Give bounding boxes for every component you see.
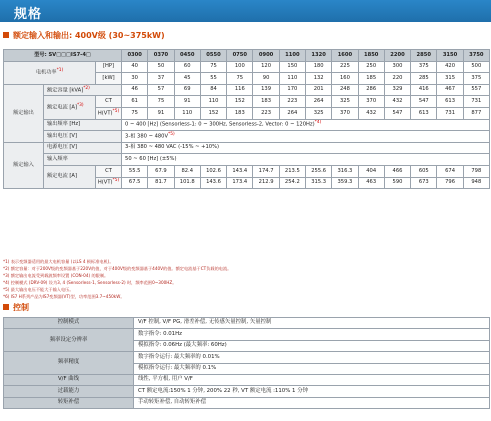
section-title-rating: 额定输入和输出: 400V级 (30~375kW) <box>3 30 165 41</box>
value-cell: 798 <box>463 165 489 177</box>
control-row <box>4 318 490 329</box>
vt-label: H(VT)$^{*5)}$ <box>96 177 122 189</box>
value-cell: 110 <box>279 73 305 85</box>
control-value: 手动转矩补偿, 自动转矩补偿 <box>134 397 490 408</box>
page-title: 规格 <box>14 7 43 22</box>
value-cell: 143.6 <box>200 177 226 189</box>
value-cell: 212.9 <box>253 177 279 189</box>
control-key: V/F 曲线 <box>4 374 134 385</box>
output-freq-value: 0 ~ 400 [Hz] (Sensorless-1: 0 ~ 300Hz, Sensorless-2, Vector: 0 ~ 120Hz)$^{*4)}$ <box>122 119 490 131</box>
value-cell: 201 <box>306 84 332 96</box>
value-cell: 300 <box>384 61 410 73</box>
value-cell: 37 <box>148 73 174 85</box>
value-cell: 613 <box>437 96 463 108</box>
model-cell: 2200 <box>384 50 410 62</box>
value-cell: 605 <box>411 165 437 177</box>
control-value: CT 额定电流:150% 1 分钟, 200% 22 秒, VT 额定电流 :110% 1 分钟 <box>134 386 490 397</box>
input-ct-row <box>4 165 490 177</box>
value-cell: 264 <box>279 107 305 119</box>
value-cell: 90 <box>253 73 279 85</box>
control-key: 转矩补偿 <box>4 397 134 408</box>
value-cell: 731 <box>437 107 463 119</box>
value-cell: 152 <box>227 96 253 108</box>
value-cell: 255.6 <box>306 165 332 177</box>
output-volt-label: 输出电压 [V] <box>44 131 122 143</box>
output-volt-value: 3-相 380 ~ $480V^{*5)}$ <box>122 131 490 143</box>
output-category: 额定输出 <box>4 84 44 142</box>
value-cell: 75 <box>148 96 174 108</box>
unit-cell: [HP] <box>96 61 122 73</box>
value-cell: 796 <box>437 177 463 189</box>
value-cell: 30 <box>122 73 148 85</box>
value-cell: 370 <box>332 107 358 119</box>
value-cell: 50 <box>148 61 174 73</box>
control-value: V/F 控制, V/F PG, 滑差补偿, 无传感矢量控制, 矢量控制 <box>134 318 490 329</box>
square-bullet-icon <box>3 32 9 38</box>
control-row <box>4 386 490 397</box>
value-cell: 467 <box>437 84 463 96</box>
output-ct-row <box>4 96 490 108</box>
value-cell: 100 <box>227 61 253 73</box>
model-cell: 0750 <box>227 50 253 62</box>
hp-row <box>4 61 490 73</box>
model-cell: 0300 <box>122 50 148 62</box>
input-freq-label: 输入频率 <box>44 154 122 166</box>
input-freq-value: 50 ~ 60 [Hz] (±5%) <box>122 154 490 166</box>
value-cell: 264 <box>306 96 332 108</box>
value-cell: 46 <box>122 84 148 96</box>
model-cell: 0450 <box>174 50 200 62</box>
value-cell: 110 <box>200 96 226 108</box>
control-value: 模拟指令运行: 最大频率的 0.1% <box>134 363 490 374</box>
footnote: *1) 表示变频器适用的最大电机容量 (以LS 4 极标准电机)。 <box>3 259 114 264</box>
value-cell: 213.5 <box>279 165 305 177</box>
model-cell: 0370 <box>148 50 174 62</box>
footnote: *5) 最大输出电压不能大于输入电压。 <box>3 287 74 292</box>
output-freq-row <box>4 119 490 131</box>
value-cell: 67.9 <box>148 165 174 177</box>
value-cell: 557 <box>463 84 489 96</box>
value-cell: 315.3 <box>306 177 332 189</box>
input-volt-row <box>4 142 490 154</box>
value-cell: 110 <box>174 107 200 119</box>
value-cell: 225 <box>332 61 358 73</box>
value-cell: 75 <box>122 107 148 119</box>
value-cell: 173.4 <box>227 177 253 189</box>
value-cell: 432 <box>358 107 384 119</box>
value-cell: 61 <box>122 96 148 108</box>
value-cell: 183 <box>227 107 253 119</box>
page-header <box>0 0 491 22</box>
value-cell: 420 <box>437 61 463 73</box>
control-key: 频率精度 <box>4 352 134 375</box>
value-cell: 75 <box>200 61 226 73</box>
value-cell: 160 <box>332 73 358 85</box>
model-cell: 1100 <box>279 50 305 62</box>
value-cell: 170 <box>279 84 305 96</box>
ct-label: CT <box>96 96 122 108</box>
value-cell: 254.2 <box>279 177 305 189</box>
input-current-label: 额定电流 [A] <box>44 165 96 188</box>
control-value: 数字指令: 0.01Hz <box>134 329 490 340</box>
ct-label: CT <box>96 165 122 177</box>
model-cell: 1600 <box>332 50 358 62</box>
footnote: *3) 额定输出电流受到载波频率设置 (CON-04) 的限制。 <box>3 273 109 278</box>
control-value: 数字指令运行: 最大频率的 0.01% <box>134 352 490 363</box>
input-volt-label: 电源电压 [V] <box>44 142 122 154</box>
model-cell: 1850 <box>358 50 384 62</box>
value-cell: 325 <box>306 107 332 119</box>
value-cell: 57 <box>148 84 174 96</box>
value-cell: 152 <box>200 107 226 119</box>
value-cell: 250 <box>358 61 384 73</box>
value-cell: 67.5 <box>122 177 148 189</box>
model-cell: 3750 <box>463 50 489 62</box>
value-cell: 325 <box>332 96 358 108</box>
value-cell: 185 <box>358 73 384 85</box>
value-cell: 223 <box>253 107 279 119</box>
capacity-row <box>4 84 490 96</box>
value-cell: 375 <box>463 73 489 85</box>
model-label: 型号: SV□□□IS7-4□ <box>4 50 122 62</box>
value-cell: 613 <box>411 107 437 119</box>
control-row <box>4 374 490 385</box>
control-row <box>4 352 490 363</box>
value-cell: 731 <box>463 96 489 108</box>
value-cell: 329 <box>384 84 410 96</box>
square-bullet-icon <box>3 304 9 310</box>
value-cell: 82.4 <box>174 165 200 177</box>
control-table <box>3 317 490 409</box>
value-cell: 180 <box>306 61 332 73</box>
control-value: 线性, 平方根, 用户 V/F <box>134 374 490 385</box>
value-cell: 877 <box>463 107 489 119</box>
value-cell: 120 <box>253 61 279 73</box>
value-cell: 150 <box>279 61 305 73</box>
value-cell: 248 <box>332 84 358 96</box>
input-freq-row <box>4 154 490 166</box>
value-cell: 183 <box>253 96 279 108</box>
control-row <box>4 397 490 408</box>
control-key: 过载能力 <box>4 386 134 397</box>
value-cell: 40 <box>122 61 148 73</box>
value-cell: 285 <box>411 73 437 85</box>
vt-label: H(VT)$^{*5)}$ <box>96 107 122 119</box>
value-cell: 590 <box>384 177 410 189</box>
value-cell: 432 <box>384 96 410 108</box>
value-cell: 45 <box>174 73 200 85</box>
value-cell: 174.7 <box>253 165 279 177</box>
value-cell: 220 <box>384 73 410 85</box>
value-cell: 359.3 <box>332 177 358 189</box>
value-cell: 55 <box>200 73 226 85</box>
motor-label: 电机功率$^{*1)}$ <box>4 61 96 84</box>
unit-cell: [kW] <box>96 73 122 85</box>
value-cell: 286 <box>358 84 384 96</box>
output-volt-row <box>4 131 490 143</box>
value-cell: 674 <box>437 165 463 177</box>
control-value: 模拟指令: 0.06Hz (最大频率: 60Hz) <box>134 340 490 351</box>
input-volt-value: 3-相 380 ~ 480 VAC (-15% ~ +10%) <box>122 142 490 154</box>
footnotes <box>3 258 489 300</box>
value-cell: 84 <box>200 84 226 96</box>
model-cell: 0550 <box>200 50 226 62</box>
value-cell: 91 <box>148 107 174 119</box>
value-cell: 404 <box>358 165 384 177</box>
value-cell: 69 <box>174 84 200 96</box>
value-cell: 101.8 <box>174 177 200 189</box>
value-cell: 466 <box>384 165 410 177</box>
value-cell: 316.3 <box>332 165 358 177</box>
value-cell: 81.7 <box>148 177 174 189</box>
value-cell: 102.6 <box>200 165 226 177</box>
value-cell: 55.5 <box>122 165 148 177</box>
value-cell: 139 <box>253 84 279 96</box>
value-cell: 547 <box>411 96 437 108</box>
value-cell: 143.4 <box>227 165 253 177</box>
value-cell: 673 <box>411 177 437 189</box>
value-cell: 547 <box>384 107 410 119</box>
input-category: 额定输入 <box>4 142 44 188</box>
output-current-label: 额定电流 $[A]^{*3)}$ <box>44 96 96 119</box>
control-key: 频率设定分辨率 <box>4 329 134 352</box>
capacity-label: 额定容量 [kVA]$^{*2)}$ <box>44 84 122 96</box>
model-cell: 1320 <box>306 50 332 62</box>
value-cell: 315 <box>437 73 463 85</box>
value-cell: 75 <box>227 73 253 85</box>
footnote: *2) 额定容量：对于200V级的变频器基于220V的值，对于400V级的变频器基于440V的值。额定电流基于CT负载的电流。 <box>3 266 232 271</box>
value-cell: 132 <box>306 73 332 85</box>
spec-table <box>3 49 490 189</box>
footnote: *4) 控制模式 (DRV-09) 设为3, 4 (Sensorless-1, Sensorless-2) 时，频率范围0~300HZ。 <box>3 280 177 285</box>
model-cell: 3150 <box>437 50 463 62</box>
value-cell: 60 <box>174 61 200 73</box>
value-cell: 223 <box>279 96 305 108</box>
control-key: 控制模式 <box>4 318 134 329</box>
value-cell: 500 <box>463 61 489 73</box>
value-cell: 375 <box>411 61 437 73</box>
value-cell: 370 <box>358 96 384 108</box>
value-cell: 116 <box>227 84 253 96</box>
value-cell: 463 <box>358 177 384 189</box>
model-cell: 2850 <box>411 50 437 62</box>
value-cell: 91 <box>174 96 200 108</box>
output-freq-label: 输出频率 [Hz] <box>44 119 122 131</box>
section-title-control: 控制 <box>3 302 29 313</box>
footnote: *6) IS7 H系列产品为IS7变频器(VT)型，功率范围3.7~450kW。 <box>3 294 125 299</box>
model-row <box>4 50 490 62</box>
value-cell: 416 <box>411 84 437 96</box>
control-row <box>4 329 490 340</box>
value-cell: 948 <box>463 177 489 189</box>
model-cell: 0900 <box>253 50 279 62</box>
